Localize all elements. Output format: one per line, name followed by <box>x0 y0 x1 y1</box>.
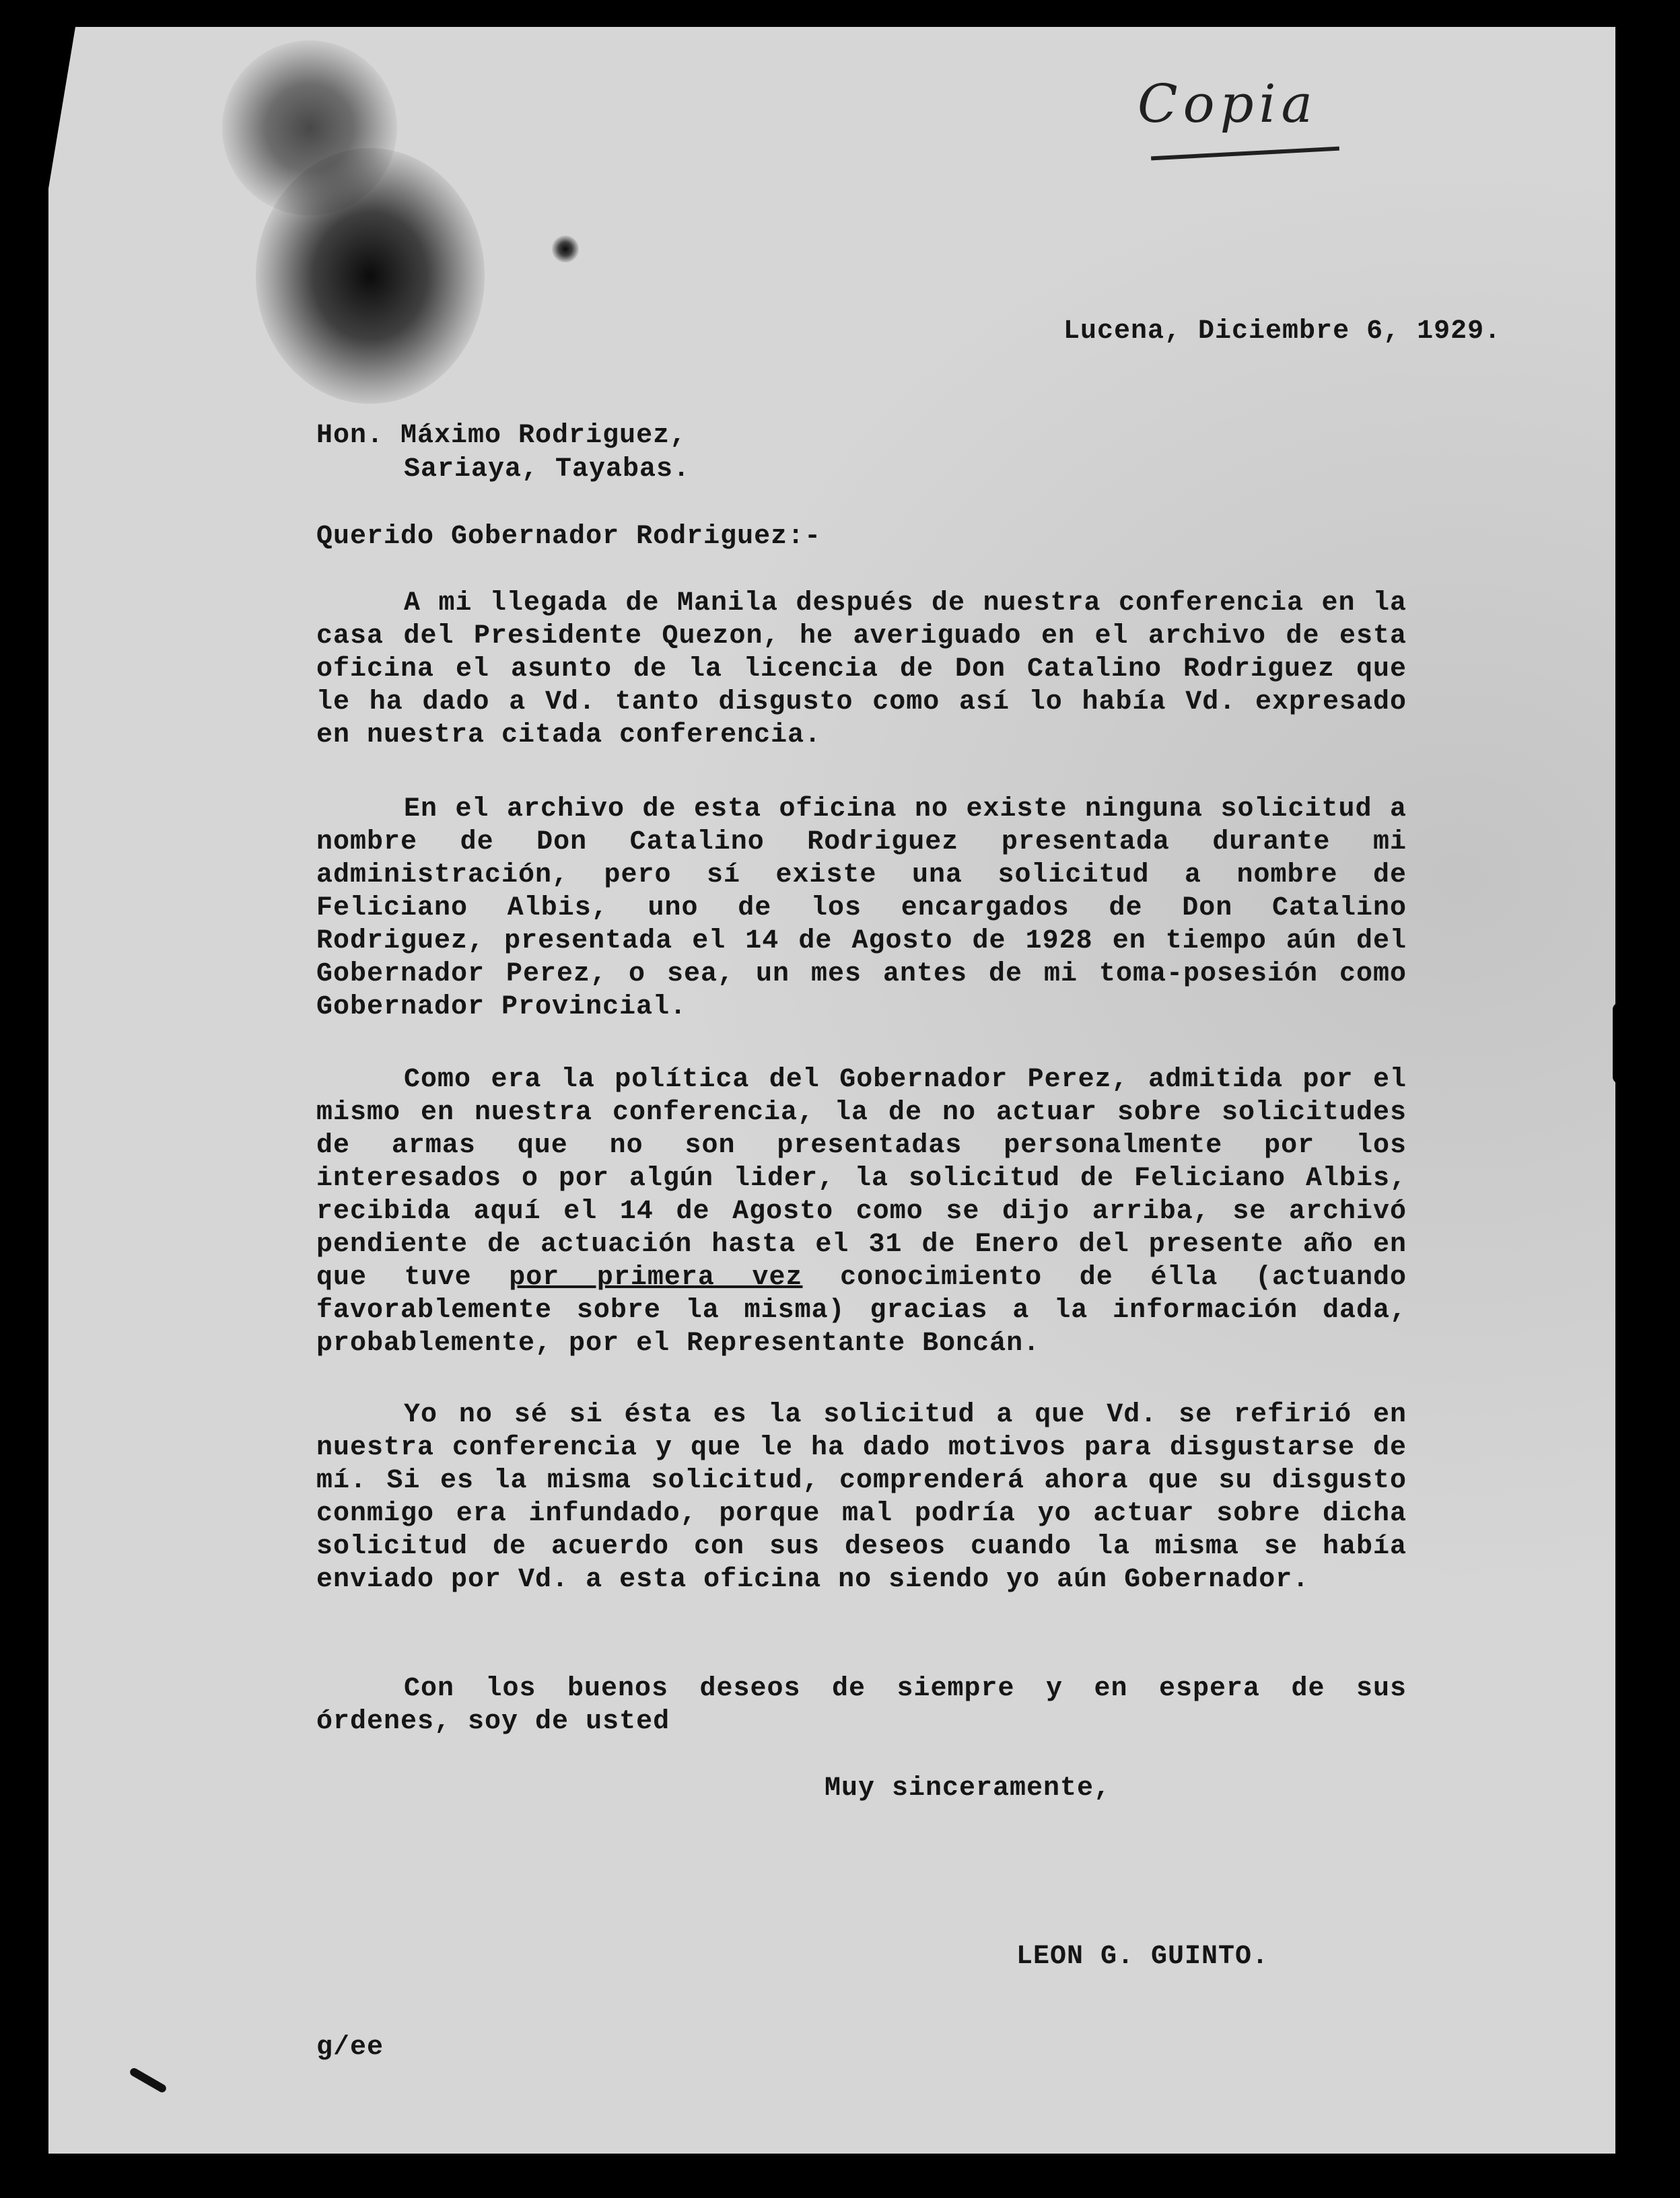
annotation-underline <box>1151 147 1339 161</box>
addressee-location: Sariaya, Tayabas. <box>404 454 691 485</box>
handwritten-copia-annotation: Copia <box>1138 74 1319 135</box>
paragraph-3-part-2: conocimiento de élla (actuando favorablemente sobre la misma) gracias a la información dada, probablemente, por el Representante Boncán. <box>316 1263 1407 1359</box>
paragraph-4: Yo no sé si ésta es la solicitud a que Vd. se refirió en nuestra conferencia y que le ha dado motivos para disgustarse de mí. Si es la misma solicitud, comprenderá ahora que su disgusto conmigo era infundado, porque mal podría yo actuar sobre dicha solicitud de acuerdo con sus deseos cuando la misma se había enviado por Vd. a esta oficina no siendo yo aún Gobernador. <box>316 1400 1407 1595</box>
addressee-name: Hon. Máximo Rodriguez, <box>316 421 687 451</box>
paragraph-1: A mi llegada de Manila después de nuestra conferencia en la casa del Presidente Quezon, he averiguado en el archivo de esta oficina el asunto de la licencia de Don Catalino Rodriguez que le ha dado a Vd. tanto disgusto como así lo había Vd. expresado en nuestra citada conferencia. <box>316 588 1407 750</box>
paragraph-5: Con los buenos deseos de siempre y en espera de sus órdenes, soy de usted <box>316 1674 1407 1737</box>
typist-initials: g/ee <box>316 2032 384 2063</box>
date-line: Lucena, Diciembre 6, 1929. <box>1063 316 1502 347</box>
paragraph-2: En el archivo de esta oficina no existe ninguna solicitud a nombre de Don Catalino Rodriguez presentada durante mi administración, pero sí existe una solicitud a nombre de Feliciano Albis, uno de los encargados de Don Catalino Rodriguez, presentada el 14 de Agosto de 1928 en tiempo aún del Gobernador Perez, o sea, un mes antes de mi toma-posesión como Gobernador Provincial. <box>316 794 1407 1022</box>
signer-name: LEON G. GUINTO. <box>1016 1942 1269 1972</box>
paragraph-3 <box>316 1063 1407 1360</box>
salutation: Querido Gobernador Rodriguez:- <box>316 522 822 552</box>
paragraph-3-part-1: Como era la política del Gobernador Perez, admitida por el mismo en nuestra conferencia, la de no actuar sobre solicitudes de armas que no son presentadas personalmente por los interesados o por algún lider, la solicitud de Feliciano Albis, recibida aquí el 14 de Agosto como se dijo arriba, se archivó pendiente de actuación hasta el 31 de Enero del presente año en que tuve <box>316 1065 1407 1293</box>
underlined-phrase: por primera vez <box>509 1263 803 1293</box>
closing: Muy sinceramente, <box>825 1773 1111 1804</box>
